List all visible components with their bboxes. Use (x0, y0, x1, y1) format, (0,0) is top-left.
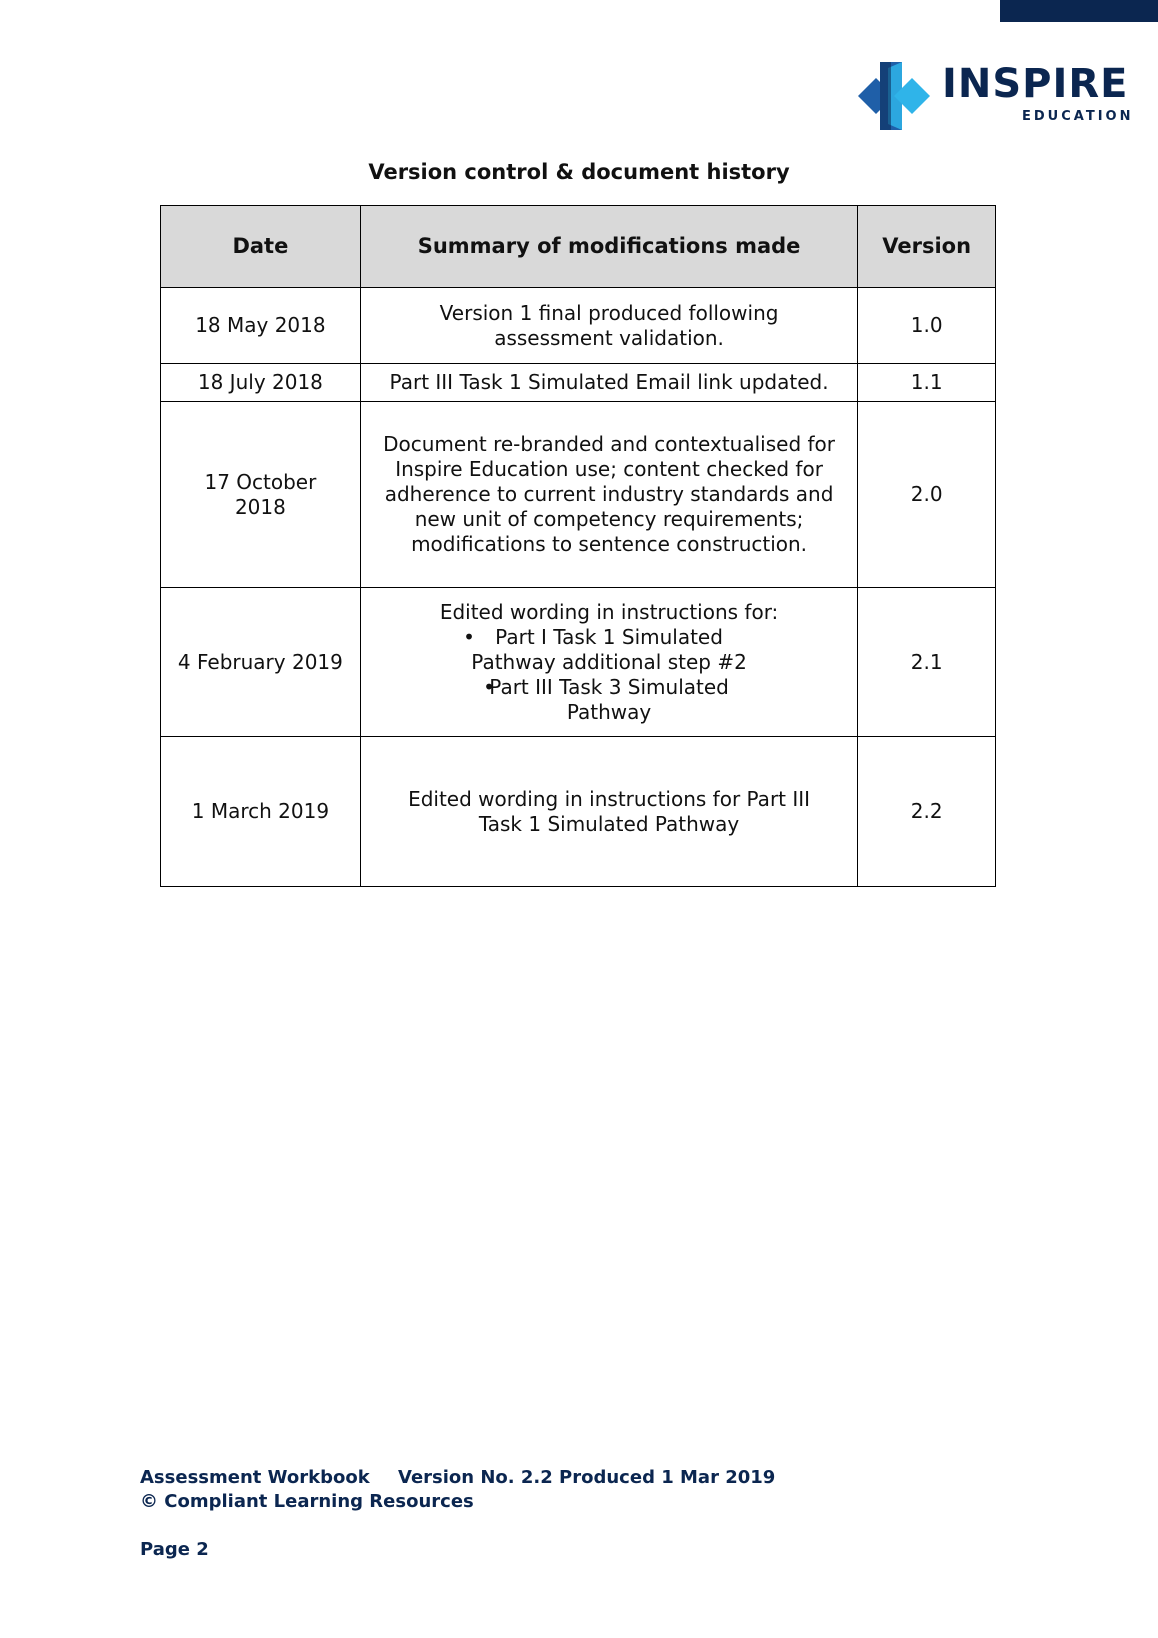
footer-workbook: Assessment Workbook (140, 1467, 370, 1488)
logo-subtitle: EDUCATION (1022, 109, 1134, 124)
row-version: 2.2 (858, 737, 996, 887)
version-history-table (160, 205, 996, 887)
table-row (161, 737, 996, 887)
row-date: 4 February 2019 (161, 588, 361, 737)
row-summary: Document re-branded and contextualised for Inspire Education use; content checked for adherence to current industry standards and new unit of competency requirements; modifications to sentence construction. (360, 402, 858, 588)
header-summary: Summary of modifications made (360, 206, 858, 288)
table-row (161, 402, 996, 588)
row-summary: Version 1 final produced following assessment validation. (360, 288, 858, 364)
row-date: 1 March 2019 (161, 737, 361, 887)
header-date: Date (161, 206, 361, 288)
row-summary: Edited wording in instructions for Part III Task 1 Simulated Pathway (360, 737, 858, 887)
header-version: Version (858, 206, 996, 288)
row-version: 2.1 (858, 588, 996, 737)
logo-name: INSPIRE (942, 61, 1129, 107)
row-date: 18 July 2018 (161, 364, 361, 402)
inspire-logo (858, 60, 1134, 132)
table-row (161, 288, 996, 364)
list-item: • Part I Task 1 Simulated Pathway additional step #2 (459, 625, 759, 675)
page-title: Version control & document history (368, 160, 790, 184)
inspire-logo-mark-icon (858, 62, 930, 130)
table-header-row (161, 206, 996, 288)
row-summary: Part III Task 1 Simulated Email link updated. (360, 364, 858, 402)
row-version: 2.0 (858, 402, 996, 588)
summary-intro: Edited wording in instructions for: (439, 599, 779, 624)
footer-version-info: Version No. 2.2 Produced 1 Mar 2019 (398, 1467, 776, 1488)
row-summary (360, 588, 858, 737)
row-version: 1.1 (858, 364, 996, 402)
row-version: 1.0 (858, 288, 996, 364)
row-date: 18 May 2018 (161, 288, 361, 364)
footer-page-number: Page 2 (140, 1539, 209, 1560)
list-item: • Part III Task 3 Simulated Pathway (479, 675, 739, 725)
table-row (161, 588, 996, 737)
footer-copyright: © Compliant Learning Resources (140, 1491, 474, 1512)
summary-bullet-list (369, 625, 850, 725)
row-date: 17 October 2018 (161, 402, 361, 588)
table-row (161, 364, 996, 402)
header-accent-bar (1000, 0, 1158, 22)
